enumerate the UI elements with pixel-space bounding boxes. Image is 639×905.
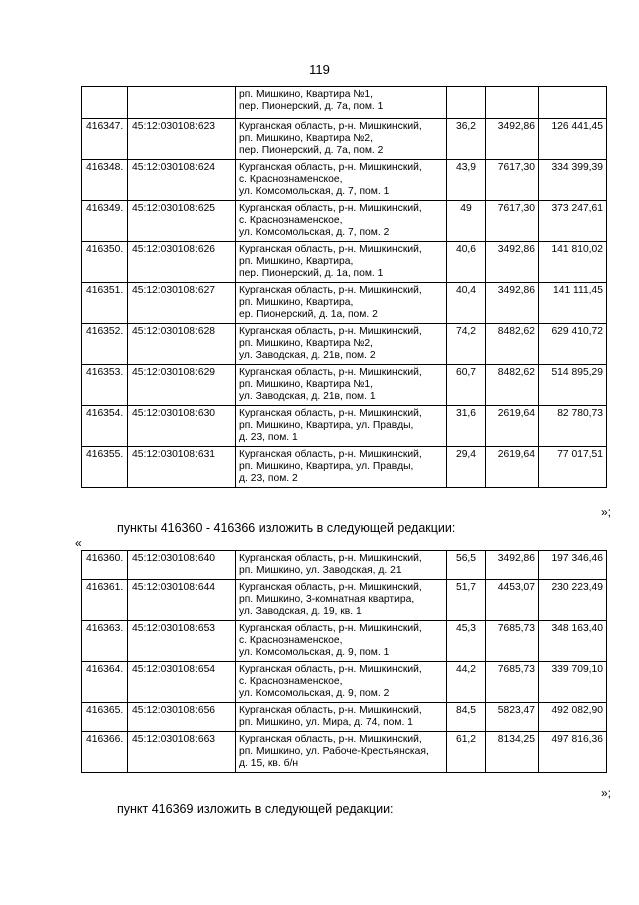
cadastral-number-cell: 45:12:030108:629 (128, 365, 236, 406)
price-per-sqm-cell: 7685,73 (486, 621, 539, 662)
total-cost-cell: 197 346,46 (539, 551, 607, 580)
price-per-sqm-cell: 3492,86 (486, 551, 539, 580)
total-cost-cell: 77 017,51 (539, 447, 607, 488)
price-per-sqm-cell: 3492,86 (486, 119, 539, 160)
row-number-cell: 416365. (82, 703, 128, 732)
row-number-cell (82, 87, 128, 119)
address-line: Курганская область, р-н. Мишкинский, (239, 326, 422, 337)
total-cost-cell: 141 111,45 (539, 283, 607, 324)
table-row (82, 662, 607, 703)
table-row (82, 324, 607, 365)
address-line: Курганская область, р-н. Мишкинский, (239, 449, 422, 460)
address-line: Курганская область, р-н. Мишкинский, (239, 162, 422, 173)
area-cell: 49 (447, 201, 486, 242)
price-per-sqm-cell: 4453,07 (486, 580, 539, 621)
price-per-sqm-cell: 8134,25 (486, 732, 539, 773)
address-line: Курганская область, р-н. Мишкинский, (239, 705, 422, 716)
table-row (82, 551, 607, 580)
price-per-sqm-cell (486, 87, 539, 119)
address-line: пер. Пионерский, д. 7а, пом. 2 (239, 145, 384, 156)
area-cell: 60,7 (447, 365, 486, 406)
address-line: с. Краснознаменское, (239, 635, 343, 646)
address-cell (236, 324, 447, 365)
cadastral-number-cell: 45:12:030108:631 (128, 447, 236, 488)
price-per-sqm-cell: 3492,86 (486, 283, 539, 324)
address-line: ул. Заводская, д. 21в, пом. 2 (239, 350, 376, 361)
address-line: Курганская область, р-н. Мишкинский, (239, 553, 422, 564)
address-line: рп. Мишкино, 3-комнатная квартира, (239, 594, 415, 605)
address-cell (236, 662, 447, 703)
row-number-cell: 416353. (82, 365, 128, 406)
row-number-cell: 416360. (82, 551, 128, 580)
total-cost-cell: 82 780,73 (539, 406, 607, 447)
area-cell: 40,6 (447, 242, 486, 283)
address-line: ул. Комсомольская, д. 7, пом. 2 (239, 227, 390, 238)
table-row (82, 160, 607, 201)
area-cell: 51,7 (447, 580, 486, 621)
address-line: Курганская область, р-н. Мишкинский, (239, 285, 422, 296)
address-cell (236, 365, 447, 406)
property-table-2 (81, 550, 607, 773)
address-line: ул. Заводская, д. 21в, пом. 1 (239, 391, 376, 402)
table-row (82, 365, 607, 406)
cadastral-number-cell: 45:12:030108:644 (128, 580, 236, 621)
address-line: Курганская область, р-н. Мишкинский, (239, 408, 422, 419)
area-cell: 29,4 (447, 447, 486, 488)
table-row (82, 201, 607, 242)
row-number-cell: 416350. (82, 242, 128, 283)
address-line: рп. Мишкино, Квартира №2, (239, 133, 374, 144)
address-line: Курганская область, р-н. Мишкинский, (239, 582, 422, 593)
total-cost-cell: 497 816,36 (539, 732, 607, 773)
address-cell (236, 580, 447, 621)
address-line: ер. Пионерский, д. 1а, пом. 2 (239, 309, 378, 320)
total-cost-cell: 334 399,39 (539, 160, 607, 201)
area-cell (447, 87, 486, 119)
row-number-cell: 416349. (82, 201, 128, 242)
address-line: ул. Комсомольская, д. 9, пом. 2 (239, 688, 390, 699)
address-line: пер. Пионерский, д. 7а, пом. 1 (239, 101, 384, 112)
total-cost-cell: 230 223,49 (539, 580, 607, 621)
cadastral-number-cell: 45:12:030108:626 (128, 242, 236, 283)
closing-quote: »; (600, 786, 611, 800)
area-cell: 40,4 (447, 283, 486, 324)
total-cost-cell: 126 441,45 (539, 119, 607, 160)
price-per-sqm-cell: 7617,30 (486, 201, 539, 242)
area-cell: 45,3 (447, 621, 486, 662)
address-cell (236, 551, 447, 580)
row-number-cell: 416351. (82, 283, 128, 324)
address-line: ул. Заводская, д. 19, кв. 1 (239, 606, 362, 617)
opening-quote: « (75, 536, 82, 550)
address-line: рп. Мишкино, Квартира, ул. Правды, (239, 420, 414, 431)
table-row (82, 621, 607, 662)
address-line: д. 23, пом. 1 (239, 432, 298, 443)
address-line: рп. Мишкино, ул. Заводская, д. 21 (239, 565, 402, 576)
address-line: ул. Комсомольская, д. 9, пом. 1 (239, 647, 390, 658)
cadastral-number-cell: 45:12:030108:623 (128, 119, 236, 160)
area-cell: 44,2 (447, 662, 486, 703)
row-number-cell: 416348. (82, 160, 128, 201)
total-cost-cell: 348 163,40 (539, 621, 607, 662)
area-cell: 61,2 (447, 732, 486, 773)
table-row (82, 119, 607, 160)
address-line: с. Краснознаменское, (239, 676, 343, 687)
total-cost-cell: 339 709,10 (539, 662, 607, 703)
cadastral-number-cell: 45:12:030108:624 (128, 160, 236, 201)
address-line: Курганская область, р-н. Мишкинский, (239, 121, 422, 132)
cadastral-number-cell: 45:12:030108:663 (128, 732, 236, 773)
address-cell (236, 621, 447, 662)
area-cell: 74,2 (447, 324, 486, 365)
address-cell (236, 732, 447, 773)
address-line: Курганская область, р-н. Мишкинский, (239, 367, 422, 378)
table-row (82, 406, 607, 447)
area-cell: 43,9 (447, 160, 486, 201)
page-number: 119 (309, 62, 330, 77)
property-table-1 (81, 86, 607, 488)
price-per-sqm-cell: 5823,47 (486, 703, 539, 732)
address-line: рп. Мишкино, Квартира №1, (239, 89, 374, 100)
address-line: рп. Мишкино, Квартира, (239, 256, 354, 267)
address-line: Курганская область, р-н. Мишкинский, (239, 244, 422, 255)
cadastral-number-cell: 45:12:030108:630 (128, 406, 236, 447)
address-cell (236, 447, 447, 488)
row-number-cell: 416366. (82, 732, 128, 773)
address-cell (236, 119, 447, 160)
address-line: рп. Мишкино, Квартира №1, (239, 379, 374, 390)
address-line: рп. Мишкино, Квартира, (239, 297, 354, 308)
row-number-cell: 416352. (82, 324, 128, 365)
address-line: с. Краснознаменское, (239, 174, 343, 185)
address-cell (236, 283, 447, 324)
price-per-sqm-cell: 2619,64 (486, 447, 539, 488)
closing-quote: »; (600, 505, 611, 519)
row-number-cell: 416354. (82, 406, 128, 447)
address-cell (236, 242, 447, 283)
row-number-cell: 416363. (82, 621, 128, 662)
address-line: Курганская область, р-н. Мишкинский, (239, 664, 422, 675)
table-row (82, 703, 607, 732)
address-cell (236, 160, 447, 201)
cadastral-number-cell: 45:12:030108:628 (128, 324, 236, 365)
address-line: Курганская область, р-н. Мишкинский, (239, 203, 422, 214)
address-line: Курганская область, р-н. Мишкинский, (239, 623, 422, 634)
address-line: пер. Пионерский, д. 1а, пом. 1 (239, 268, 384, 279)
address-line: Курганская область, р-н. Мишкинский, (239, 734, 422, 745)
price-per-sqm-cell: 8482,62 (486, 365, 539, 406)
price-per-sqm-cell: 7685,73 (486, 662, 539, 703)
total-cost-cell: 492 082,90 (539, 703, 607, 732)
cadastral-number-cell: 45:12:030108:627 (128, 283, 236, 324)
table-row (82, 283, 607, 324)
total-cost-cell: 141 810,02 (539, 242, 607, 283)
address-line: д. 15, кв. б/н (239, 758, 299, 769)
address-cell (236, 703, 447, 732)
total-cost-cell (539, 87, 607, 119)
cadastral-number-cell: 45:12:030108:654 (128, 662, 236, 703)
price-per-sqm-cell: 7617,30 (486, 160, 539, 201)
amendment-paragraph: пункт 416369 изложить в следующей редакции: (117, 802, 394, 816)
amendment-paragraph: пункты 416360 - 416366 изложить в следующей редакции: (117, 521, 456, 535)
address-line: с. Краснознаменское, (239, 215, 343, 226)
address-cell (236, 201, 447, 242)
cadastral-number-cell: 45:12:030108:640 (128, 551, 236, 580)
cadastral-number-cell: 45:12:030108:656 (128, 703, 236, 732)
table-row (82, 580, 607, 621)
table-row (82, 87, 607, 119)
row-number-cell: 416361. (82, 580, 128, 621)
area-cell: 84,5 (447, 703, 486, 732)
row-number-cell: 416364. (82, 662, 128, 703)
price-per-sqm-cell: 2619,64 (486, 406, 539, 447)
total-cost-cell: 629 410,72 (539, 324, 607, 365)
area-cell: 36,2 (447, 119, 486, 160)
total-cost-cell: 514 895,29 (539, 365, 607, 406)
address-line: ул. Комсомольская, д. 7, пом. 1 (239, 186, 390, 197)
row-number-cell: 416347. (82, 119, 128, 160)
table-row (82, 242, 607, 283)
area-cell: 56,5 (447, 551, 486, 580)
address-line: рп. Мишкино, Квартира, ул. Правды, (239, 461, 414, 472)
table-row (82, 732, 607, 773)
address-line: рп. Мишкино, Квартира №2, (239, 338, 374, 349)
address-cell (236, 87, 447, 119)
cadastral-number-cell: 45:12:030108:653 (128, 621, 236, 662)
price-per-sqm-cell: 8482,62 (486, 324, 539, 365)
cadastral-number-cell: 45:12:030108:625 (128, 201, 236, 242)
address-line: д. 23, пом. 2 (239, 473, 298, 484)
row-number-cell: 416355. (82, 447, 128, 488)
price-per-sqm-cell: 3492,86 (486, 242, 539, 283)
table-row (82, 447, 607, 488)
area-cell: 31,6 (447, 406, 486, 447)
address-line: рп. Мишкино, ул. Рабоче-Крестьянская, (239, 746, 429, 757)
address-line: рп. Мишкино, ул. Мира, д. 74, пом. 1 (239, 717, 413, 728)
cadastral-number-cell (128, 87, 236, 119)
address-cell (236, 406, 447, 447)
total-cost-cell: 373 247,61 (539, 201, 607, 242)
